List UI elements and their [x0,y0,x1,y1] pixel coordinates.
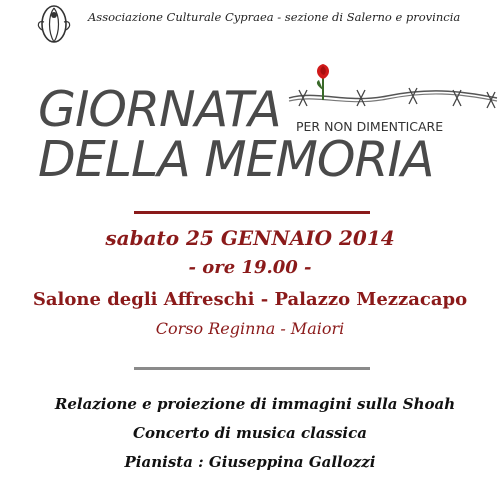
event-time: - ore 19.00 - [188,257,312,278]
program-item: Concerto di musica classica [133,424,367,442]
event-address: Corso Reginna - Maiori [155,319,345,338]
divider-gray [134,367,370,370]
title-line-1: GIORNATA [38,81,281,138]
shell-figure-logo [30,2,78,46]
event-date: sabato 25 GENNAIO 2014 [105,226,395,250]
rose-barbed-wire-icon [287,60,499,120]
program-item: Pianista : Giuseppina Gallozzi [124,453,376,471]
organization-name: Associazione Culturale Cypraea - sezione di Salerno e provincia [88,10,461,24]
program-item: Relazione e proiezione di immagini sulla Shoah [54,395,456,413]
event-venue: Salone degli Affreschi - Palazzo Mezzacapo [32,289,468,310]
divider-red [134,211,370,214]
title-line-2: DELLA MEMORIA [38,131,434,188]
subtitle: PER NON DIMENTICARE [296,119,444,134]
